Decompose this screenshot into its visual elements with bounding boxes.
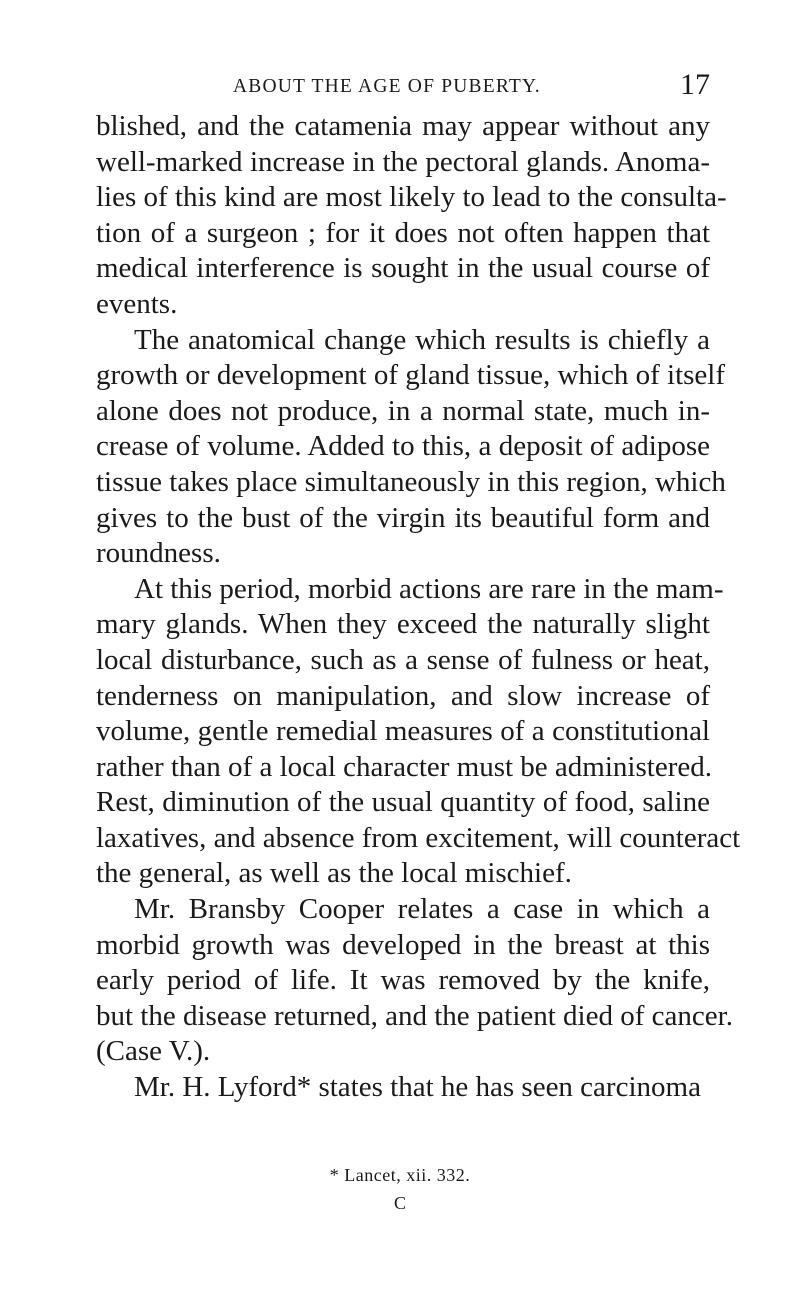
text-line: local disturbance, such as a sense of fulness or heat,	[96, 643, 710, 676]
text-line: growth or development of gland tissue, which of itself	[96, 359, 726, 392]
running-head: ABOUT THE AGE OF PUBERTY.	[233, 76, 541, 97]
text-line: tissue takes place simultaneously in this region, which	[96, 465, 726, 498]
text-line: alone does not produce, in a normal state, much in-	[96, 394, 710, 427]
text-line: Rest, diminution of the usual quantity of food, saline	[96, 786, 710, 819]
text-line: mary glands. When they exceed the naturally slight	[96, 608, 710, 641]
text-line: well-marked increase in the pectoral glands. Anoma-	[96, 145, 710, 178]
text-line: blished, and the catamenia may appear without any	[96, 110, 710, 142]
body-text	[96, 109, 741, 1106]
text-line: roundness.	[96, 537, 221, 570]
page-header	[0, 70, 800, 104]
text-line: tenderness on manipulation, and slow increase of	[96, 679, 710, 712]
text-line: tion of a surgeon ; for it does not often happen that	[96, 216, 710, 249]
text-line: volume, gentle remedial measures of a constitutional	[96, 715, 710, 748]
text-line: At this period, morbid actions are rare in the mam-	[134, 572, 724, 605]
text-line: but the disease returned, and the patient died of cancer.	[96, 999, 733, 1032]
text-line: gives to the bust of the virgin its beautiful form and	[96, 501, 710, 534]
text-line: early period of life. It was removed by the knife,	[96, 964, 710, 997]
text-line: The anatomical change which results is chiefly a	[134, 323, 710, 356]
text-line: (Case V.).	[96, 1035, 211, 1068]
text-line: Mr. Bransby Cooper relates a case in which a	[134, 893, 710, 926]
text-line: morbid growth was developed in the breast at this	[96, 928, 710, 961]
text-line: events.	[96, 287, 178, 320]
text-line: lies of this kind are most likely to lead to the consulta-	[96, 181, 727, 214]
text-line: the general, as well as the local mischief.	[96, 857, 572, 890]
footnote: * Lancet, xii. 332.	[329, 1165, 471, 1185]
text-line: laxatives, and absence from excitement, will counteract	[96, 821, 741, 854]
text-line: crease of volume. Added to this, a deposit of adipose	[96, 430, 710, 463]
signature-mark: C	[393, 1193, 406, 1213]
text-line: Mr. H. Lyford* states that he has seen carcinoma	[134, 1071, 701, 1104]
text-line: medical interference is sought in the usual course of	[96, 252, 710, 285]
text-line: rather than of a local character must be administered.	[96, 750, 712, 783]
page-number: 17	[680, 68, 710, 101]
